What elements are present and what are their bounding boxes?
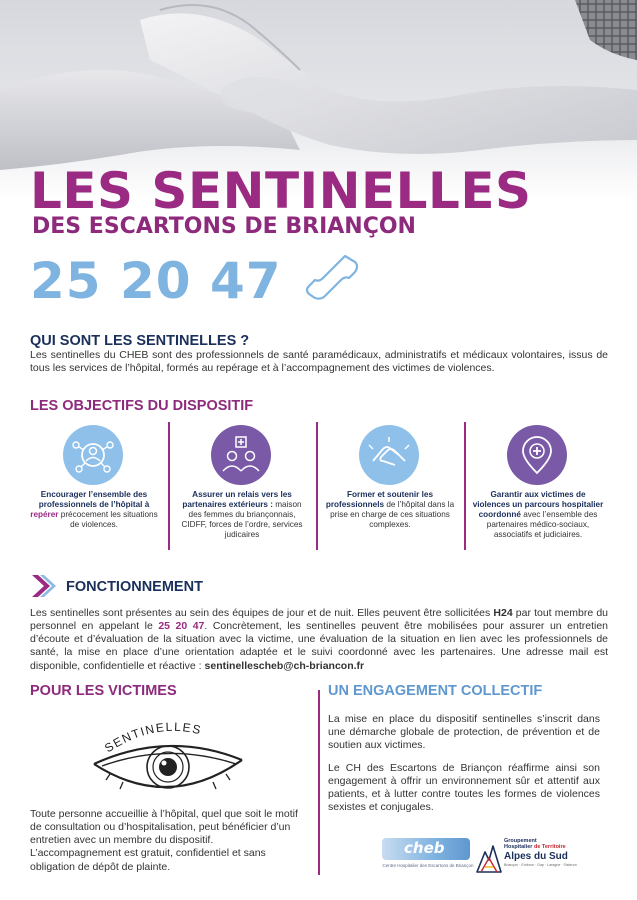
objective-1-text: Encourager l’ensemble des professionnels de l’hôpital à repérer précocement les situations de violences. [30, 490, 158, 529]
ght-line3: Briançon · Embrun · Gap · Laragne · Sisteron [504, 863, 577, 867]
poster-title: LES SENTINELLES [30, 162, 532, 220]
functioning-heading: FONCTIONNEMENT [66, 579, 203, 595]
column-separator [318, 690, 320, 875]
objective-2-text: Assurer un relais vers les partenaires extérieurs : maison des femmes du briançonnais, CIDFF, forces de l’ordre, services judicaires [181, 490, 303, 539]
ght-line2: Alpes du Sud [504, 851, 568, 862]
objective-3 [321, 422, 461, 552]
objectives-heading: LES OBJECTIFS DU DISPOSITIF [30, 398, 254, 414]
ght-alpes-du-sud-logo [476, 838, 606, 874]
objective-1 [25, 422, 165, 552]
poster-subtitle: DES ESCARTONS DE BRIANÇON [32, 214, 416, 239]
objective-separator [316, 422, 318, 550]
objectives-row [25, 422, 615, 552]
location-cross-icon [507, 425, 567, 485]
victims-heading: POUR LES VICTIMES [30, 683, 177, 699]
svg-text:SENTINELLES [102, 720, 203, 756]
phone-icon [305, 252, 361, 304]
engagement-heading: UN ENGAGEMENT COLLECTIF [328, 683, 543, 699]
cheb-logo-subtitle: Centre Hospitalier des Escartons de Briançon [382, 863, 474, 868]
phone-number-large: 25 20 47 [30, 252, 282, 310]
chevron-arrow-icon [30, 573, 58, 599]
objective-3-text: Former et soutenir les professionnels de l’hôpital dans la prise en charge de ces situations complexes. [325, 490, 455, 529]
functioning-text: Les sentinelles sont présentes au sein des équipes de jour et de nuit. Elles peuvent être sollicitées H24 par tout membre du personnel en appelant le 25 20 47. Concrètement, les sentinelles peuvent être mobilisées pour assurer un entretien d’écoute et d’évaluation de la situation avec la victime, une évaluation de la situation en lien avec les professionnels de santé, la mise en place d’une orientation adaptée et le suivi coordonné avec les partenaires. Une adresse mail est disponible, confidentielle et réactive : sentinellescheb@ch-briancon.fr [30, 607, 609, 672]
objective-separator [168, 422, 170, 550]
mountain-logo-icon [476, 840, 502, 874]
engagement-text-1: La mise en place du dispositif sentinelles s’inscrit dans une démarche globale de protection, de prévention et de soutien aux victimes. [328, 713, 600, 752]
who-text: Les sentinelles du CHEB sont des professionnels de santé paramédicaux, administratifs et médicaux volontaires, issus de tous les services de l’hôpital, formés au repérage et à l’accompagnement des victimes de violences. [30, 349, 608, 375]
cheb-logo-word: cheb [404, 839, 445, 857]
objective-4-text: Garantir aux victimes de violences un parcours hospitalier coordonné avec l’ensemble des partenaires médico-sociaux, associatifs et judiciaires. [472, 490, 604, 539]
handshake-icon [359, 425, 419, 485]
cheb-logo [382, 838, 472, 872]
medical-team-icon [211, 425, 271, 485]
network-person-icon [63, 425, 123, 485]
victims-text: Toute personne accueillie à l’hôpital, quel que soit le motif de consultation ou d’hospitalisation, peut bénéficier d’un entretien avec un membre du dispositif. L’accompagnement est gratuit, confidentiel et sans obligation de dépôt de plainte. [30, 808, 298, 873]
eye-sentinelles-illustration [88, 712, 248, 807]
ght-line1b-b: de Territoire [532, 844, 566, 851]
objective-4 [469, 422, 609, 552]
ght-line1b-a: Hospitalier [504, 844, 533, 851]
ght-line1: Groupement [504, 838, 537, 844]
engagement-text-2: Le CH des Escartons de Briançon réaffirme ainsi son engagement à offrir un environnement sûr et attentif aux patients, et à lutter contre toutes les formes de violences sexistes et conjugales. [328, 762, 600, 814]
objective-separator [464, 422, 466, 550]
who-heading: QUI SONT LES SENTINELLES ? [30, 333, 250, 349]
eye-text: SENTINELLES [102, 719, 204, 756]
objective-2 [173, 422, 313, 552]
